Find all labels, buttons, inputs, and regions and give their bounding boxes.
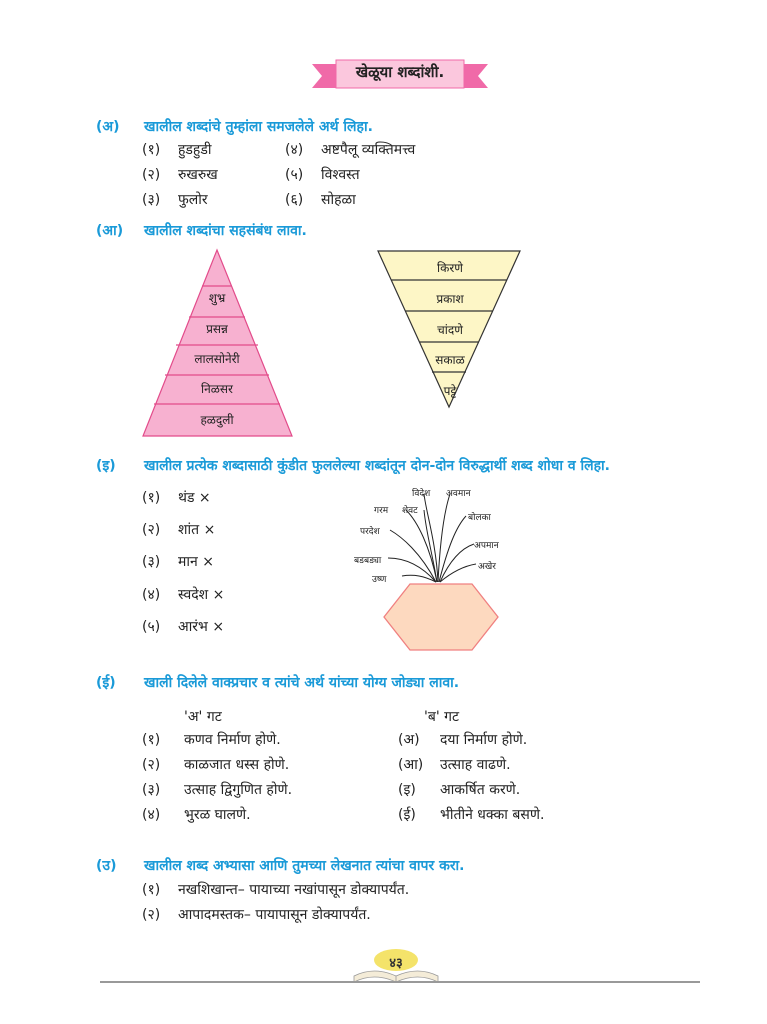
group-a-label: 'अ' गट <box>184 709 222 725</box>
pot-word: अवमान <box>446 489 471 499</box>
q2-number: (आ) <box>96 223 124 239</box>
q1-number: (अ) <box>96 119 120 135</box>
group-b-item: (ई) भीतीने धक्का बसणे. <box>398 807 545 823</box>
pot-word: उष्ण <box>372 575 387 585</box>
pot-word: परदेश <box>360 527 380 537</box>
q1-item: (२) रुखरुख <box>142 167 218 183</box>
q1-item: (४) अष्टपैलू व्यक्तिमत्त्व <box>285 142 416 158</box>
footer-rule <box>100 981 700 983</box>
pot-word: शेवट <box>402 506 418 516</box>
q1-item: (१) हुडहुडी <box>142 142 212 158</box>
page-title: खेळूया शब्दांशी. <box>355 63 445 81</box>
q5-number: (उ) <box>96 858 117 874</box>
flower-pot-diagram <box>340 482 530 652</box>
q4-heading <box>96 673 459 692</box>
group-b-item: (इ) आकर्षित करणे. <box>398 782 521 798</box>
q3-item: (४) स्वदेश × <box>142 587 225 603</box>
group-b-item: (आ) उत्साह वाढणे. <box>398 757 511 773</box>
q1-heading <box>96 117 373 136</box>
group-b-label: 'ब' गट <box>424 709 460 725</box>
q4-number: (ई) <box>96 675 116 691</box>
triangle-word: किरणे <box>437 261 463 275</box>
pot-word: बोलका <box>468 513 491 523</box>
pot-word: बडबड्या <box>354 556 382 566</box>
pot-word: गरम <box>374 506 389 516</box>
pyramid-word: हळदुली <box>200 413 234 427</box>
group-b-item: (अ) दया निर्माण होणे. <box>398 732 528 748</box>
q3-item: (३) मान × <box>142 554 214 570</box>
pyramid-word: निळसर <box>201 382 233 396</box>
q1-instruction: खालील शब्दांचे तुम्हांला समजलेले अर्थ लिहा. <box>144 119 373 135</box>
q5-instruction: खालील शब्द अभ्यासा आणि तुमच्या लेखनात त्यांचा वापर करा. <box>144 858 465 874</box>
q1-item: (६) सोहळा <box>285 192 356 208</box>
q5-heading <box>96 856 465 875</box>
pot-word: अपमान <box>474 541 499 551</box>
q3-item: (१) थंड × <box>142 490 211 506</box>
pyramid-word: प्रसन्न <box>206 322 228 336</box>
group-a-item: (३) उत्साह द्विगुणित होणे. <box>142 782 293 798</box>
pot-hexagon <box>384 584 498 650</box>
q3-item: (५) आरंभ × <box>142 619 225 635</box>
group-a-item: (२) काळजात धस्स होणे. <box>142 757 290 773</box>
q3-instruction: खालील प्रत्येक शब्दासाठी कुंडीत फुललेल्या शब्दांतून दोन-दोन विरुद्धार्थी शब्द शोधा व लिहा. <box>144 458 610 474</box>
triangle-word: सकाळ <box>435 353 465 367</box>
triangle-word: प्रकाश <box>436 292 464 306</box>
triangle-word: पट्टे <box>443 384 457 398</box>
pyramid-word: लालसोनेरी <box>194 352 240 366</box>
q4-instruction: खाली दिलेले वाक्प्रचार व त्यांचे अर्थ यांच्या योग्य जोड्या लावा. <box>144 675 460 691</box>
group-a-item: (१) कणव निर्माण होणे. <box>142 732 281 748</box>
pot-word: विदेश <box>412 489 431 499</box>
q5-item: (२) आपादमस्तक– पायापासून डोक्यापर्यंत. <box>142 907 371 923</box>
q5-item: (१) नखशिखान्त– पायाच्या नखांपासून डोक्यापर्यंत. <box>142 882 410 898</box>
page-number: ४३ <box>389 956 403 971</box>
pyramid-diagram <box>140 248 295 438</box>
q3-item: (२) शांत × <box>142 522 216 538</box>
q3-heading <box>96 456 610 475</box>
q2-instruction: खालील शब्दांचा सहसंबंध लावा. <box>144 223 307 239</box>
triangle-word: चांदणे <box>437 323 463 337</box>
q2-heading <box>96 221 307 240</box>
pot-word: अखेर <box>478 562 496 572</box>
group-a-item: (४) भुरळ घालणे. <box>142 807 251 823</box>
q1-item: (३) फुलोर <box>142 192 208 208</box>
q1-item: (५) विश्वस्त <box>285 167 360 183</box>
q3-number: (इ) <box>96 458 116 474</box>
pyramid-word: शुभ्र <box>208 291 226 305</box>
